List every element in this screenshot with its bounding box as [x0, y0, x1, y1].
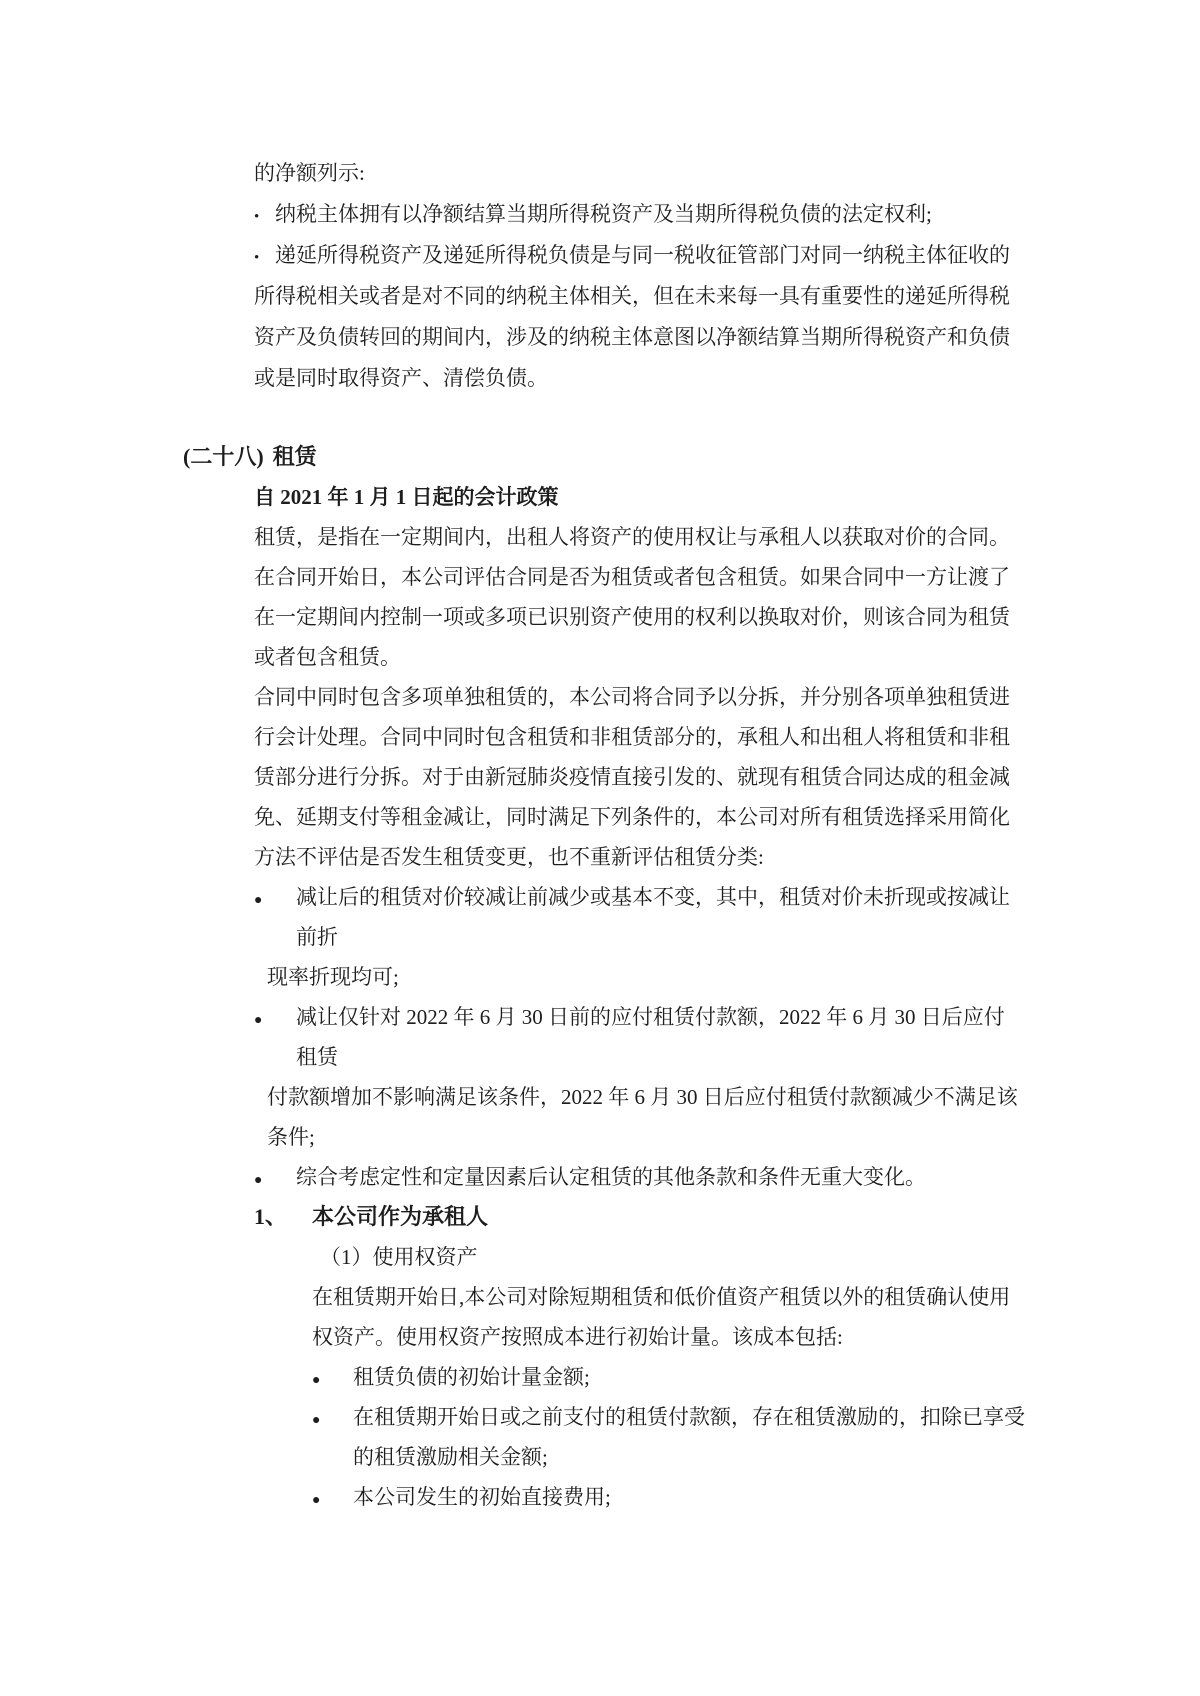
- list-item-text: 在租赁期开始日或之前支付的租赁付款额，存在租赁激励的，扣除已享受: [353, 1405, 1025, 1429]
- paragraph-text: 在合同开始日，本公司评估合同是否为租赁或者包含租赁。如果合同中一方让渡了: [254, 565, 1010, 589]
- paragraph-line: [0, 757, 1200, 797]
- list-item-text: 减让后的租赁对价较减让前减少或基本不变，其中，租赁对价未折现或按减让: [296, 885, 1010, 909]
- sub-item-label-text: （1）使用权资产: [320, 1245, 478, 1269]
- list-item-text: 条件;: [267, 1125, 315, 1149]
- bullet-icon: ●: [254, 1173, 263, 1188]
- bullet-icon: •: [254, 250, 260, 266]
- list-item: [0, 194, 1200, 235]
- paragraph-line: [0, 557, 1200, 597]
- paragraph-line: [0, 837, 1200, 877]
- paragraph-line: [0, 517, 1200, 557]
- list-item: [0, 235, 1200, 276]
- heading-title: 本公司作为承租人: [312, 1204, 489, 1229]
- paragraph-text: 行会计处理。合同中同时包含租赁和非租赁部分的，承租人和出租人将租赁和非租: [254, 725, 1010, 749]
- list-item-text: 所得税相关或者是对不同的纳税主体相关，但在未来每一具有重要性的递延所得税: [254, 284, 1010, 308]
- list-item: [0, 1157, 1200, 1197]
- paragraph-line: [0, 797, 1200, 837]
- paragraph-text: 或者包含租赁。: [254, 645, 401, 669]
- paragraph-text: 权资产。使用权资产按照成本进行初始计量。该成本包括:: [312, 1325, 843, 1349]
- bullet-icon: •: [254, 209, 260, 225]
- list-item-continuation: [0, 1117, 1200, 1157]
- bullet-icon: ●: [254, 1013, 263, 1028]
- list-item: [0, 1477, 1200, 1517]
- paragraph-text: 免、延期支付等租金减让，同时满足下列条件的，本公司对所有租赁选择采用简化: [254, 805, 1010, 829]
- paragraph-text: 在租赁期开始日,本公司对除短期租赁和低价值资产租赁以外的租赁确认使用: [312, 1285, 1011, 1309]
- list-item-text: 租赁负债的初始计量金额;: [353, 1365, 590, 1389]
- list-item-text: 本公司发生的初始直接费用;: [353, 1485, 611, 1509]
- section-number: (二十八): [183, 444, 264, 469]
- paragraph-line: [0, 717, 1200, 757]
- list-item-continuation: [0, 317, 1200, 358]
- list-item-continuation: [0, 1077, 1200, 1117]
- list-item-continuation: [0, 917, 1200, 957]
- list-item-text: 的租赁激励相关金额;: [353, 1445, 548, 1469]
- sub-item-label: [0, 1237, 1200, 1277]
- list-item-continuation: [0, 358, 1200, 399]
- bullet-icon: ●: [312, 1373, 321, 1388]
- bullet-icon: ●: [312, 1413, 321, 1428]
- paragraph-line: [0, 1317, 1200, 1357]
- list-item: [0, 877, 1200, 917]
- bullet-icon: ●: [312, 1493, 321, 1508]
- list-item-text: 现率折现均可;: [267, 965, 399, 989]
- paragraph-text: 方法不评估是否发生租赁变更，也不重新评估租赁分类:: [254, 845, 764, 869]
- list-item-continuation: [0, 276, 1200, 317]
- paragraph-text: 赁部分进行分拆。对于由新冠肺炎疫情直接引发的、就现有租赁合同达成的租金减: [254, 765, 1010, 789]
- paragraph-line: [0, 637, 1200, 677]
- paragraph-text: 租赁，是指在一定期间内，出租人将资产的使用权让与承租人以获取对价的合同。: [254, 525, 1010, 549]
- list-item-text: 综合考虑定性和定量因素后认定租赁的其他条款和条件无重大变化。: [296, 1165, 926, 1189]
- list-item-text: 前折: [296, 925, 338, 949]
- policy-subheading: [0, 477, 1200, 517]
- paragraph-line: [0, 677, 1200, 717]
- list-item-text: 递延所得税资产及递延所得税负债是与同一税收征管部门对同一纳税主体征收的: [275, 243, 1010, 267]
- list-item-continuation: [0, 1437, 1200, 1477]
- list-item-text: 减让仅针对 2022 年 6 月 30 日前的应付租赁付款额，2022 年 6 月 30 日后应付: [296, 1005, 1005, 1029]
- numbered-heading: [0, 1197, 1200, 1237]
- intro-text: 的净额列示:: [254, 161, 365, 185]
- list-item: [0, 997, 1200, 1037]
- list-item: [0, 1357, 1200, 1397]
- list-item-continuation: [0, 1037, 1200, 1077]
- paragraph-text: 在一定期间内控制一项或多项已识别资产使用的权利以换取对价，则该合同为租赁: [254, 605, 1010, 629]
- section-title: 租赁: [272, 444, 317, 469]
- list-item: [0, 1397, 1200, 1437]
- bullet-icon: ●: [254, 893, 263, 908]
- policy-subheading-text: 自 2021 年 1 月 1 日起的会计政策: [254, 485, 559, 509]
- list-item-continuation: [0, 957, 1200, 997]
- paragraph-line: [0, 153, 1200, 194]
- list-item-text: 或是同时取得资产、清偿负债。: [254, 366, 548, 390]
- heading-number: 1、: [254, 1204, 288, 1229]
- paragraph-line: [0, 1277, 1200, 1317]
- list-item-text: 资产及负债转回的期间内，涉及的纳税主体意图以净额结算当期所得税资产和负债: [254, 325, 1010, 349]
- paragraph-line: [0, 597, 1200, 637]
- list-item-text: 纳税主体拥有以净额结算当期所得税资产及当期所得税负债的法定权利;: [275, 202, 932, 226]
- list-item-text: 付款额增加不影响满足该条件，2022 年 6 月 30 日后应付租赁付款额减少不满足该: [267, 1085, 1018, 1109]
- list-item-text: 租赁: [296, 1045, 338, 1069]
- tax-netting-block: [0, 153, 1200, 399]
- section-heading: [0, 437, 1200, 477]
- paragraph-text: 合同中同时包含多项单独租赁的，本公司将合同予以分拆，并分别各项单独租赁进: [254, 685, 1010, 709]
